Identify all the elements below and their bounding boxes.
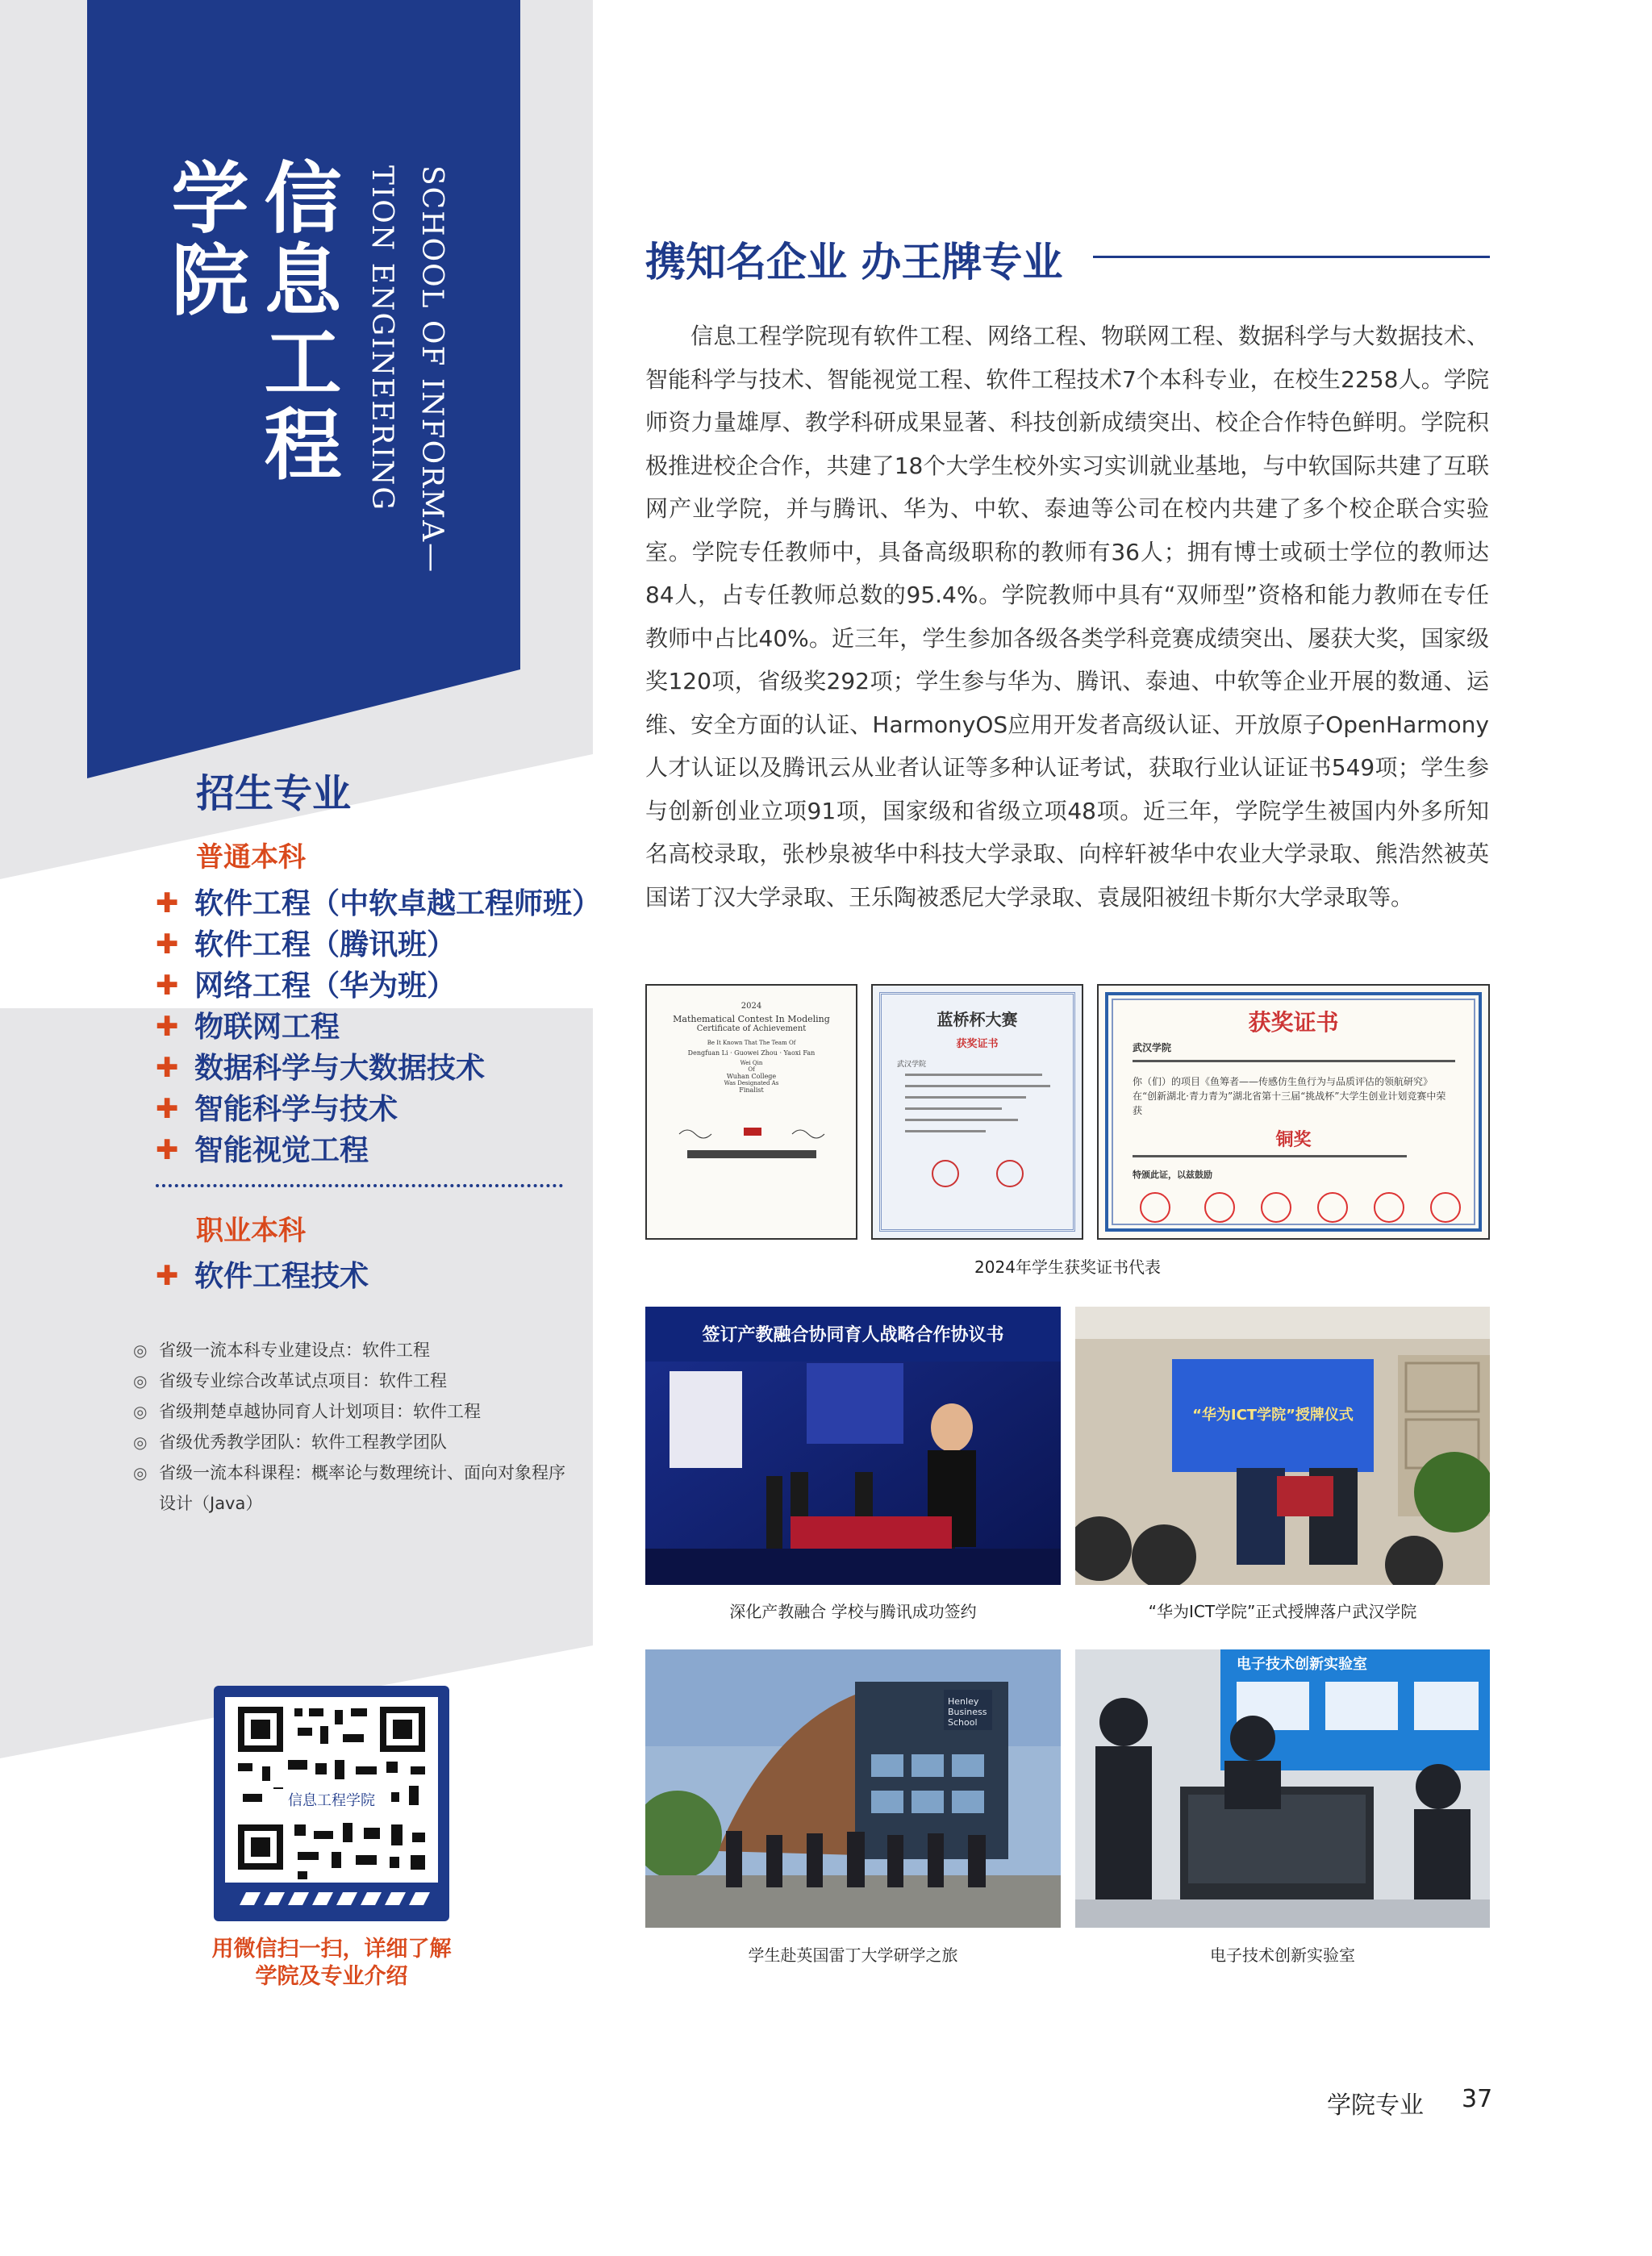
list-item: ✚ 智能科学与技术 xyxy=(156,1089,601,1130)
heading-rule xyxy=(1093,256,1490,258)
cert2-title: 蓝桥杯大赛 xyxy=(937,1010,1018,1029)
vocational-heading: 职业本科 xyxy=(196,1215,306,1247)
college-english-line1: SCHOOL OF INFORMA— xyxy=(415,165,448,574)
divider xyxy=(156,1184,563,1187)
qr-code-frame[interactable] xyxy=(214,1686,449,1921)
photo2-caption: “华为ICT学院”正式授牌落户武汉学院 xyxy=(1148,1602,1417,1621)
undergrad-major-list xyxy=(156,883,601,1171)
qr-label: 信息工程学院 xyxy=(288,1792,375,1809)
plus-icon: ✚ xyxy=(156,1134,179,1166)
admission-heading: 招生专业 xyxy=(196,771,352,816)
photo1-caption: 深化产教融合 学校与腾讯成功签约 xyxy=(729,1602,977,1621)
seals xyxy=(1123,1187,1470,1228)
cert3-closing: 特颁此证，以兹鼓励 xyxy=(1133,1170,1212,1180)
plus-icon: ✚ xyxy=(156,928,179,961)
list-item: ✚ 数据科学与大数据技术 xyxy=(156,1048,601,1089)
photo4-banner: 电子技术创新实验室 xyxy=(1237,1656,1367,1673)
section-heading: 携知名企业 办王牌专业 xyxy=(645,239,1063,286)
undergrad-heading: 普通本科 xyxy=(196,841,306,874)
bullseye-icon: ◎ xyxy=(133,1371,148,1391)
photo2-screen-text: “华为ICT学院”授牌仪式 xyxy=(1192,1407,1354,1424)
list-item: ✚ 智能视觉工程 xyxy=(156,1130,601,1171)
plus-icon: ✚ xyxy=(156,970,179,1002)
electronics-lab-photo xyxy=(1075,1649,1490,1928)
certificate-lanqiao xyxy=(871,984,1083,1240)
plus-icon: ✚ xyxy=(156,1052,179,1084)
photo1-banner: 签订产教融合协同育人战略合作协议书 xyxy=(702,1325,1004,1345)
cert-names: Dengfuan Li · Guowei Zhou · Yaoxi Fan xyxy=(687,1049,816,1057)
list-item: ✚ 网络工程（华为班） xyxy=(156,965,601,1007)
cert3-school: 武汉学院 xyxy=(1133,1042,1172,1053)
list-item: ◎ 省级优秀教学团队：软件工程教学团队 xyxy=(133,1427,569,1457)
cert-subtitle: Certificate of Achievement xyxy=(696,1024,807,1033)
cert2-subtitle: 获奖证书 xyxy=(956,1038,999,1050)
cert-year: 2024 xyxy=(740,1002,762,1011)
cert3-advisors-line xyxy=(1133,1155,1407,1157)
bullseye-icon: ◎ xyxy=(133,1341,148,1360)
signatures-logos xyxy=(655,1118,849,1166)
vocational-major-list xyxy=(156,1256,369,1297)
photo4-caption: 电子技术创新实验室 xyxy=(1210,1945,1355,1965)
plus-icon: ✚ xyxy=(156,1260,179,1292)
plus-icon: ✚ xyxy=(156,1011,179,1043)
certificate-caption: 2024年学生获奖证书代表 xyxy=(974,1257,1161,1277)
henley-trip-photo xyxy=(645,1649,1061,1928)
cert-was: Was Designated As xyxy=(724,1080,779,1086)
cert-award: Finalist xyxy=(739,1086,764,1094)
intro-paragraph: 信息工程学院现有软件工程、网络工程、物联网工程、数据科学与大数据技术、智能科学与技术、智能视觉工程、软件工程技术7个本科专业，在校生2258人。学院师资力量雄厚、教学科研成果显著、科技创新成绩突出、校企合作特色鲜明。学院积极推进校企合作，共建了18个大学生校外实习实训就业基地，与中软国际共建了互联网产业学院，并与腾讯、华为、中软、泰迪等公司在校内共建了多个校企联合实验室。学院专任教师中，具备高级职称的教师有36人；拥有博士或硕士学位的教师达84人，占专任教师总数的95.4%。学院教师中具有“双师型”资格和能力教师在专任教师中占比40%。近三年，学生参加各级各类学科竞赛成绩突出、屡获大奖，国家级奖120项，省级奖292项；学生参与华为、腾讯、泰迪、中软等企业开展的数通、运维、安全方面的认证、HarmonyOS应用开发者高级认证、开放原子OpenHarmony人才认证以及腾讯云从业者认证等多种认证考试，获取行业认证证书549项；学生参与创新创业立项91项，国家级和省级立项48项。近三年，学院学生被国内外多所知名高校录取，张杪泉被华中科技大学录取、向梓轩被华中农业大学录取、熊浩然被英国诺丁汉大学录取、王乐陶被悉尼大学录取、袁晟阳被纽卡斯尔大学录取等。 xyxy=(645,323,1489,911)
list-item: ◎ 省级一流本科专业建设点：软件工程 xyxy=(133,1335,569,1366)
cert3-text: 你（们）的项目《鱼筹者——传感仿生鱼行为与品质评估的领航研究》在“创新湖北·青力青为”湖北省第十三届“挑战杯”大学生创业计划竞赛中荣获 xyxy=(1133,1076,1446,1116)
huawei-ict-photo xyxy=(1075,1307,1490,1585)
signing-ceremony-photo xyxy=(645,1307,1061,1585)
bullseye-icon: ◎ xyxy=(133,1432,148,1452)
cert-advisor: Wei Qin xyxy=(740,1060,763,1066)
certificate-challenge-cup xyxy=(1097,984,1490,1240)
list-item: ✚ 软件工程（中软卓越工程师班） xyxy=(156,883,601,924)
cert3-award: 铜奖 xyxy=(1275,1129,1312,1150)
cert3-title: 获奖证书 xyxy=(1248,1009,1339,1036)
college-english-line2: TION ENGINEERING xyxy=(365,165,398,512)
list-item: ✚ 软件工程技术 xyxy=(156,1256,369,1297)
page-number: 37 xyxy=(1462,2085,1493,2113)
qr-caption: 用微信扫一扫，详细了解学院及专业介绍 xyxy=(211,1937,452,1989)
photo3-caption: 学生赴英国雷丁大学研学之旅 xyxy=(748,1945,958,1965)
bullseye-icon: ◎ xyxy=(133,1402,148,1421)
list-item: ◎ 省级专业综合改革试点项目：软件工程 xyxy=(133,1366,569,1396)
list-item: ✚ 软件工程（腾讯班） xyxy=(156,924,601,965)
certificate-mcm xyxy=(645,984,857,1240)
list-item: ◎ 省级荆楚卓越协同育人计划项目：软件工程 xyxy=(133,1396,569,1427)
cert-of: Of xyxy=(748,1066,755,1073)
list-item: ✚ 物联网工程 xyxy=(156,1007,601,1048)
list-item: ◎ 省级一流本科课程：概率论与数理统计、面向对象程序设计（Java） xyxy=(133,1457,569,1519)
college-title-line1: 信息工程 xyxy=(252,157,343,486)
cert2-school: 武汉学院 xyxy=(897,1061,927,1069)
plus-icon: ✚ xyxy=(156,887,179,919)
college-title-line2: 学院 xyxy=(159,157,250,322)
cert-title: Mathematical Contest In Modeling xyxy=(673,1014,830,1024)
cert-school: Wuhan College xyxy=(726,1073,777,1080)
cert3-name-line xyxy=(1133,1060,1455,1062)
cert-line: Be It Known That The Team Of xyxy=(707,1040,796,1046)
bullseye-icon: ◎ xyxy=(133,1463,148,1482)
footer-section: 学院专业 xyxy=(1327,2091,1424,2120)
plus-icon: ✚ xyxy=(156,1093,179,1125)
photo3-sign: Henley Business School xyxy=(948,1696,987,1728)
honors-list xyxy=(133,1335,569,1519)
